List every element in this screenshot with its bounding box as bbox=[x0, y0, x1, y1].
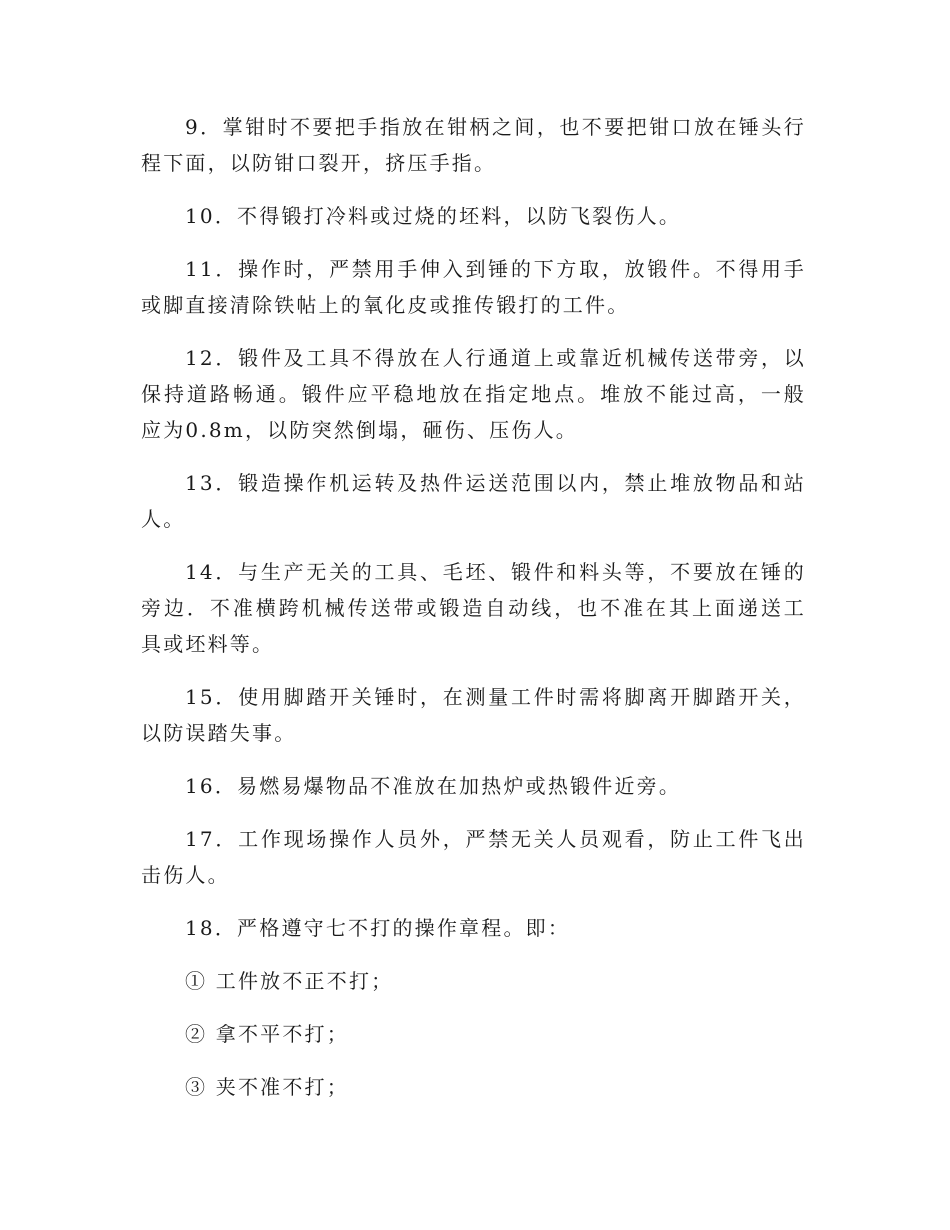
paragraph-item-14: 14．与生产无关的工具、毛坯、锻件和料头等，不要放在锤的旁边．不准横跨机械传送带或锻造自动线，也不准在其上面递送工具或坯料等。 bbox=[141, 560, 806, 656]
paragraph-item-12: 12．锻件及工具不得放在人行通道上或靠近机械传送带旁，以保持道路畅通。锻件应平稳地放在指定地点。堆放不能过高，一般应为0.8m，以防突然倒塌，砸伤、压伤人。 bbox=[141, 346, 806, 442]
sub-item-3: ③ 夹不准不打； bbox=[185, 1075, 349, 1099]
paragraph-item-15: 15．使用脚踏开关锤时，在测量工件时需将脚离开脚踏开关，以防误踏失事。 bbox=[141, 685, 806, 745]
paragraph-item-17: 17．工作现场操作人员外，严禁无关人员观看，防止工件飞出击伤人。 bbox=[141, 827, 806, 887]
paragraph-item-10: 10．不得锻打冷料或过烧的坯料，以防飞裂伤人。 bbox=[185, 204, 682, 228]
paragraph-item-11: 11．操作时，严禁用手伸入到锤的下方取，放锻件。不得用手或脚直接清除铁帖上的氧化皮或推传锻打的工件。 bbox=[141, 257, 806, 317]
paragraph-item-18: 18．严格遵守七不打的操作章程。即： bbox=[185, 916, 571, 940]
sub-item-1: ① 工件放不正不打； bbox=[185, 969, 394, 993]
paragraph-item-16: 16．易燃易爆物品不准放在加热炉或热锻件近旁。 bbox=[185, 774, 682, 798]
document-body bbox=[141, 109, 806, 1122]
paragraph-item-9: 9．掌钳时不要把手指放在钳柄之间，也不要把钳口放在锤头行程下面，以防钳口裂开，挤压手指。 bbox=[141, 115, 806, 175]
sub-item-2: ② 拿不平不打； bbox=[185, 1022, 349, 1046]
paragraph-item-13: 13．锻造操作机运转及热件运送范围以内，禁止堆放物品和站人。 bbox=[141, 471, 806, 531]
